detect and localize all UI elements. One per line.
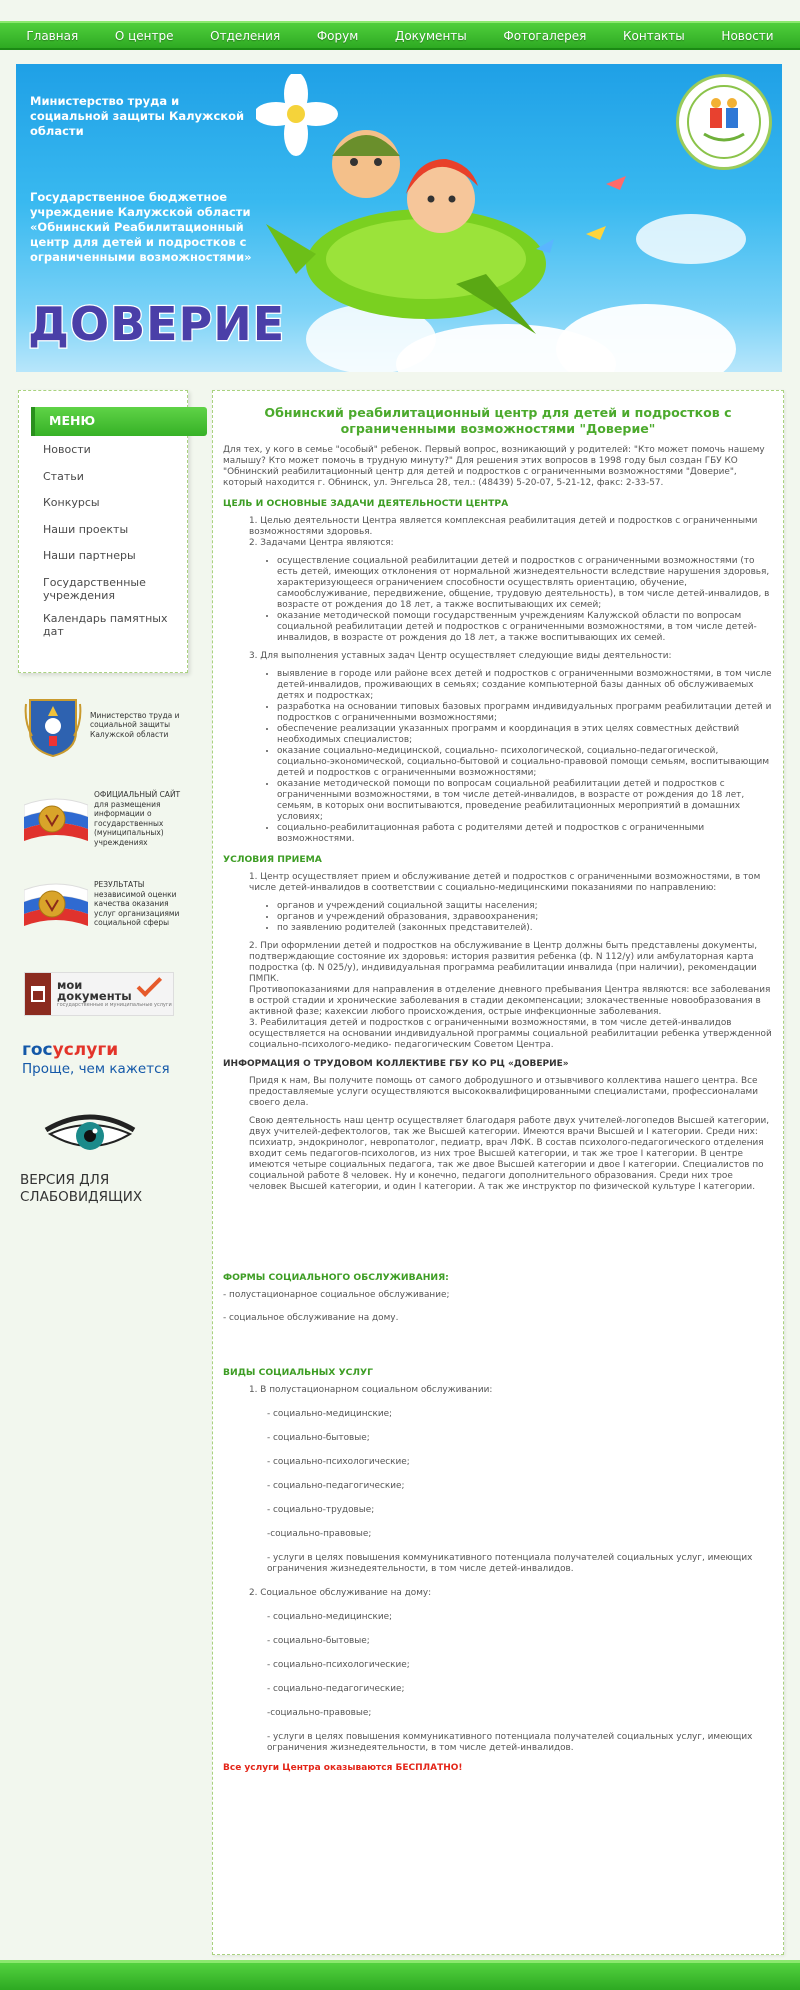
list-item: - социально-медицинские; <box>267 1409 393 1419</box>
ministry-link[interactable] <box>24 692 194 758</box>
svg-text:ДОВЕРИЕ: ДОВЕРИЕ <box>28 297 286 351</box>
list-item: • разработка на основании типовых базовых программ индивидуальных программ реабилитации детей и подростков с ограниченными возможностями; <box>277 702 773 724</box>
page-footer <box>0 1960 800 1990</box>
form-item-1: - полустационарное социальное обслуживание; <box>223 1290 450 1300</box>
header-banner <box>16 64 782 372</box>
list-item: - социально-психологические; <box>267 1660 410 1670</box>
list-item: - социально-педагогические; <box>267 1481 405 1491</box>
intro-paragraph: Для тех, у кого в семье "особый" ребенок. Первый вопрос, возникающий у родителей: "Кто может помочь нашему малышу? Кто может помочь в трудную минуту?" Для решения этих вопросов в 1998 году был создан ГБУ КО "Обнинский реабилитационный центр для детей и подростков с ограниченными возможностями "Доверие", который находится г. Обнинск, ул. Энгельса 28, тел.: (48439) 5-20-07, 5-21-12, факс: 2-33-57. <box>223 445 765 488</box>
list-item: • оказание методической помощи по вопросам социальной реабилитации детей и подростков с ограниченными возможностями, в том числе детей-инвалидов, в возрасте от рождения до 18 лет, семьям, в которых они воспитываются, проведение реабилитационных мероприятий в домашних условиях; <box>277 779 773 823</box>
low-vision-label: ВЕРСИЯ ДЛЯ СЛАБОВИДЯЩИХ <box>20 1172 143 1205</box>
my-documents-title: мои документы <box>57 978 132 1003</box>
goal-1-text: 1. Целью деятельности Центра является комплексная реабилитация детей и подростков с ограниченными возможностями здоровья. <box>249 516 758 537</box>
ministry-link-label: Министерство труда и социальной защиты Калужской области <box>90 710 180 739</box>
staff-heading: ИНФОРМАЦИЯ О ТРУДОВОМ КОЛЛЕКТИВЕ ГБУ КО РЦ «ДОВЕРИЕ» <box>223 1059 569 1069</box>
main-content <box>212 390 784 1955</box>
list-item: - социально-медицинские; <box>267 1612 393 1622</box>
list-item: • по заявлению родителей (законных представителей). <box>277 923 773 934</box>
menu-item-news[interactable]: Новости <box>43 443 91 456</box>
building-icon <box>25 973 51 1015</box>
list-item: -социально-правовые; <box>267 1529 372 1539</box>
coat-of-arms-icon <box>24 692 82 758</box>
menu-item-projects[interactable]: Наши проекты <box>43 522 129 536</box>
banner-ministry-text: Министерство труда и социальной защиты Калужской области <box>30 94 245 138</box>
my-documents-link[interactable] <box>24 972 174 1016</box>
contraindications-text: Противопоказаниями для направления в отделение дневного пребывания Центра являются: все заболевания в острой стадии и хронические заболевания в стадии декомпенсации; злокачественные новообразования в активной фазе; кахексии любого происхождения, острые инфекционные заболевания. <box>249 985 771 1017</box>
form-item-2: - социальное обслуживание на дому. <box>223 1313 399 1323</box>
banner-institution-text: Государственное бюджетное учреждение Калужской области «Обнинский Реабилитационный центр для детей и подростков с ограниченными возможностями» <box>30 190 252 264</box>
list-item: • осуществление социальной реабилитации детей и подростков с ограниченными возможностями (то есть детей, имеющих отклонения от нормальной жизнедеятельности вследствие нарушения здоровья, характеризующееся ограничением способности осуществлять ориентацию, обучение, самообслуживание, передвижение, общение, трудовую деятельность), в том числе детей-инвалидов, в возрасте от рождения до 18 лет, а также воспитывающих их семей; <box>277 556 773 611</box>
forms-heading: ФОРМЫ СОЦИАЛЬНОГО ОБСЛУЖИВАНИЯ: <box>223 1272 449 1283</box>
russian-emblem-flag-icon <box>24 882 88 926</box>
condition-1-text: 1. Центр осуществляет прием и обслуживание детей и подростков с ограниченными возможностями, в том числе детей-инвалидов в соответствии с социально-медицинскими показаниями по направлению: <box>249 872 761 893</box>
staff-paragraph-1: Придя к нам, Вы получите помощь от самого добродушного и отзывчивого коллектива нашего центра. Все предоставляемые услуги осуществляются высококвалифицированными специалистами, профессионалами своего дела. <box>249 1076 759 1108</box>
list-item: - социально-бытовые; <box>267 1433 370 1443</box>
staff-paragraph-2: Свою деятельность наш центр осуществляет благодаря работе двух учителей-логопедов Высшей категории, двух учителей-дефектологов, так же Высшей категории. Имеются врачи Высшей и I категории. Среди них: психиатр, эндокринолог, невропатолог, педиатр, врач ЛФК. В состав психолого-педагогического отделения входит семь педагогов-психологов, из них трое Высшей категории, и так же трое I категории. В центре имеются четыре социальных педагога, так же двое Высшей категории и двое I категории. Специалистов по социальной работе 8 человек. Ну и конечно, педагоги дополнительного образования. Среди них трое человек Высшей категории, и один I категории. А так же инструктор по физической культуре I категории. <box>249 1116 770 1192</box>
nav-documents[interactable]: Документы <box>394 28 467 43</box>
menu-item-partners[interactable]: Наши партнеры <box>43 549 136 562</box>
quality-results-link-label: РЕЗУЛЬТАТЫ независимой оценки качества оказания услуг организациями социальной сферы <box>94 880 180 927</box>
eye-icon <box>40 1110 140 1166</box>
nav-news[interactable]: Новости <box>721 28 774 43</box>
menu-item-calendar[interactable]: Календарь памятных дат <box>43 611 168 638</box>
low-vision-link[interactable] <box>20 1110 160 1206</box>
kind-2-text: 2. Социальное обслуживание на дому: <box>249 1588 432 1598</box>
nav-forum[interactable]: Форум <box>316 28 359 43</box>
list-item: - услуги в целях повышения коммуникативного потенциала получателей социальных услуг, имеющих ограничения жизнедеятельности, в том числе детей-инвалидов. <box>267 1732 753 1753</box>
gosuslugi-logo: госуслуги <box>22 1040 119 1060</box>
gov-site-link-label: ОФИЦИАЛЬНЫЙ САЙТ для размещения информации о государственных (муниципальных) учреждениях <box>94 790 181 847</box>
conditions-heading: УСЛОВИЯ ПРИЕМА <box>223 854 322 865</box>
nav-contacts[interactable]: Контакты <box>623 28 685 43</box>
list-item: - услуги в целях повышения коммуникативного потенциала получателей социальных услуг, имеющих ограничения жизнедеятельности, в том числе детей-инвалидов. <box>267 1553 753 1574</box>
kind-1-text: 1. В полустационарном социальном обслуживании: <box>249 1385 493 1395</box>
nav-departments[interactable]: Отделения <box>210 28 281 43</box>
list-item: • социально-реабилитационная работа с родителями детей и подростков с ограниченными возможностями. <box>277 823 773 845</box>
list-item: - социально-психологические; <box>267 1457 410 1467</box>
goals-heading: ЦЕЛЬ И ОСНОВНЫЕ ЗАДАЧИ ДЕЯТЕЛЬНОСТИ ЦЕНТРА <box>223 498 509 509</box>
quality-results-link[interactable] <box>24 880 194 928</box>
russian-emblem-flag-icon <box>24 797 88 841</box>
list-item: • органов и учреждений образования, здравоохранения; <box>277 912 773 923</box>
page-title: Обнинский реабилитационный центр для детей и подростков с ограниченными возможностями "Доверие" <box>264 405 732 436</box>
menu-item-articles[interactable]: Статьи <box>43 469 84 483</box>
activities-list <box>223 669 773 845</box>
nav-about[interactable]: О центре <box>114 28 174 43</box>
gov-site-link[interactable] <box>24 790 194 847</box>
center-emblem <box>676 74 772 170</box>
list-item: - социально-трудовые; <box>267 1505 375 1515</box>
list-item: • органов и учреждений социальной защиты населения; <box>277 901 773 912</box>
list-item: • оказание социально-медицинской, социально- психологической, социально-педагогической, социально-экономической, социально-бытовой и социально-правовой помощи семьям, воспитывающим детей и подростков с ограниченными возможностями; <box>277 746 773 779</box>
goal-3-text: 3. Для выполнения уставных задач Центр осуществляет следующие виды деятельности: <box>249 651 672 661</box>
children-airplane-illustration <box>256 74 676 364</box>
top-navigation <box>0 21 800 50</box>
nav-gallery[interactable]: Фотогалерея <box>503 28 587 43</box>
doverie-logo <box>28 292 318 352</box>
condition-2-text: 2. При оформлении детей и подростков на обслуживание в Центр должны быть представлены документы, подтверждающие состояние их здоровья: история развития ребенка (ф. N 112/у) или амбулаторная карта подростка (ф. N 025/у), индивидуальная программа реабилитации инвалида (при наличии), рекомендации ПМПК. <box>249 941 758 984</box>
tasks-list <box>223 556 773 644</box>
list-item: - социально-педагогические; <box>267 1684 405 1694</box>
my-documents-subtitle: государственные и муниципальные услуги <box>57 1002 172 1008</box>
conditions-list <box>223 901 773 934</box>
list-item: - социально-бытовые; <box>267 1636 370 1646</box>
condition-3-text: 3. Реабилитация детей и подростков с ограниченными возможностями, в том числе детей-инвалидов осуществляется на основании индивидуальной программы социальной реабилитации ребенка утвержденной социально-психолого-медико- педагогическим Советом Центра. <box>249 1018 772 1050</box>
list-item: • обеспечение реализации указанных программ и координация в этих целях совместных действий необходимых специалистов; <box>277 724 773 746</box>
nav-home[interactable]: Главная <box>26 28 79 43</box>
gosuslugi-link[interactable] <box>22 1040 182 1078</box>
list-item: • выявление в городе или районе всех детей и подростков с ограниченными возможностями, в том числе детей-инвалидов, проживающих в семьях; создание компьютерной базы данных об обслуживаемых детях и подростках; <box>277 669 773 702</box>
list-item: -социально-правовые; <box>267 1708 372 1718</box>
goal-2-text: 2. Задачами Центра являются: <box>249 538 394 548</box>
menu-item-gov-institutions[interactable]: Государственные учреждения <box>43 575 146 602</box>
menu-title: МЕНЮ <box>31 407 207 436</box>
service-kinds-heading: ВИДЫ СОЦИАЛЬНЫХ УСЛУГ <box>223 1367 373 1378</box>
gosuslugi-slogan: Проще, чем кажется <box>22 1061 170 1077</box>
free-services-note: Все услуги Центра оказываются БЕСПЛАТНО! <box>223 1763 463 1773</box>
sidebar-menu <box>18 390 188 673</box>
list-item: • оказание методической помощи государственным учреждениям Калужской области по вопросам социальной реабилитации детей и подростков с ограниченными возможностями, в том числе детей-инвалидов, в возрасте от рождения до 18 лет, а также воспитывающих их семей. <box>277 611 773 644</box>
menu-item-contests[interactable]: Конкурсы <box>43 496 100 509</box>
